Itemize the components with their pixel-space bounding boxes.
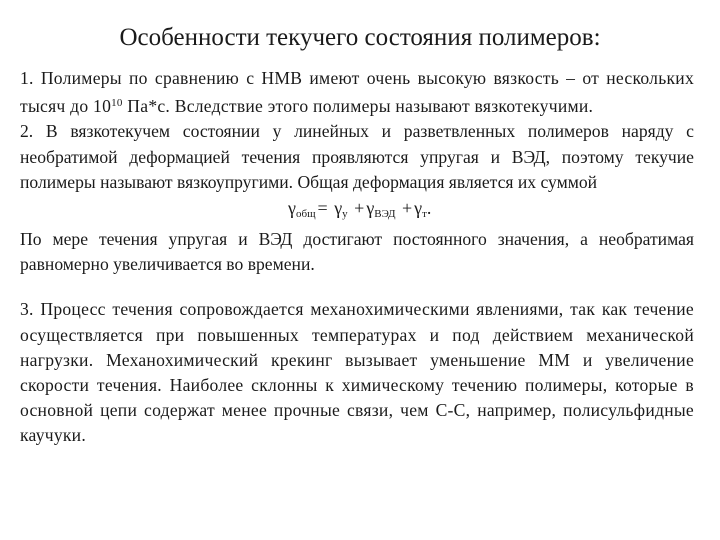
sub-total: общ: [295, 208, 316, 221]
sub-flow: т: [422, 208, 427, 221]
paragraph-3: По мере течения упругая и ВЭД достигают постоянного значения, а необратимая равномерно увеличивается во времени.: [20, 229, 694, 275]
gamma-high-elastic: γ: [366, 198, 375, 219]
exponent: 10: [111, 97, 123, 110]
gamma-flow: γ: [414, 198, 423, 219]
slide-body: [20, 66, 694, 449]
paragraph-spacer: [20, 277, 694, 297]
deformation-formula: [20, 195, 694, 227]
paragraph-1-text: 1. Полимеры по сравнению с НМВ имеют очень высокую вязкость – от нескольких тысяч до 10: [20, 68, 694, 117]
formula-period: .: [426, 198, 432, 219]
gamma-elastic: γ: [334, 198, 343, 219]
paragraph-1-text-end: Па*с. Вследствие этого полимеры называют вязкотекучими.: [122, 96, 594, 117]
sub-elastic: у: [342, 208, 348, 221]
paragraph-2: 2. В вязкотекучем состоянии у линейных и разветвленных полимеров наряду с необратимой деформацией течения проявляются упругая и ВЭД, поэтому текучие полимеры называют вязкоупругими. Общая деформация является их суммой: [20, 121, 694, 192]
sub-high-elastic: ВЭД: [374, 208, 396, 221]
paragraph-1: [20, 66, 694, 119]
plus-sign-1: +: [354, 198, 365, 219]
plus-sign-2: +: [401, 198, 413, 219]
paragraph-4: 3. Процесс течения сопровождается механохимическими явлениями, так как течение осуществляется при повышенных температурах и под действием механической нагрузки. Механохимический крекинг вызывает уменьшение ММ и увеличение скорости течения. Наиболее склонны к химическому течению полимеры, которые в основной цепи содержат менее прочные связи, чем С-С, например, полисульфидные каучуки.: [20, 299, 694, 446]
slide-title: Особенности текучего состояния полимеров:: [119, 24, 601, 51]
equals-sign: =: [317, 198, 328, 219]
gamma-total: γ: [288, 198, 296, 219]
